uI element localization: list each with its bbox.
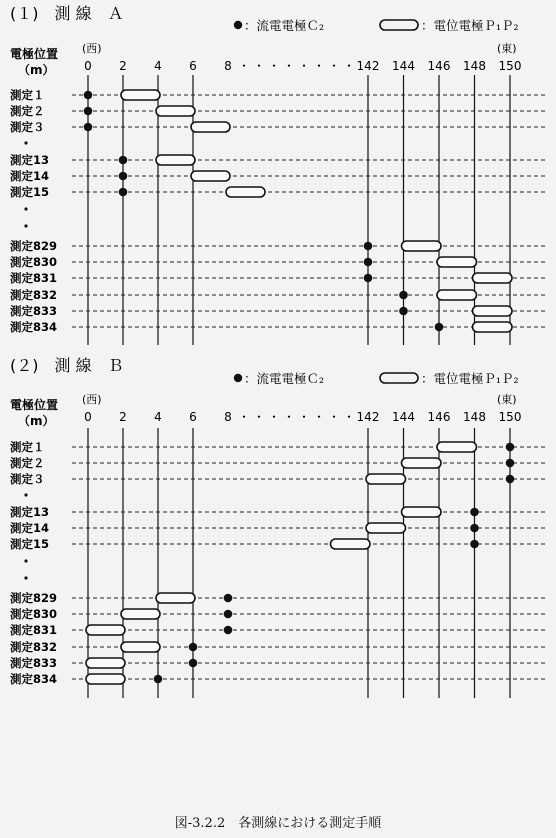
section-1-current-electrode-dot	[84, 123, 93, 132]
section-2-row-label: 測定14	[10, 521, 50, 535]
section-2-legend-capsule	[380, 373, 418, 383]
section-1-current-electrode-dot	[84, 107, 93, 116]
section-2-row-label: 測定831	[10, 623, 58, 637]
section-1-potential-capsule	[156, 155, 195, 165]
section-2-position-label: 電極位置	[10, 398, 59, 412]
section-2-current-electrode-dot	[189, 643, 198, 652]
section-2-title: (２) 測 線 Ｂ	[10, 356, 124, 375]
section-1-title: (１) 測 線 Ａ	[10, 4, 124, 23]
section-2-row-label: 測定２	[10, 456, 45, 470]
section-1-potential-capsule	[473, 306, 513, 316]
section-2-potential-capsule	[86, 674, 125, 684]
section-1-current-electrode-dot	[435, 323, 444, 332]
section-1-row-label: 測定833	[10, 304, 58, 318]
section-1-potential-capsule	[437, 257, 477, 267]
section-1-unit-label: （m）	[18, 63, 55, 77]
section-1-potential-capsule	[226, 187, 265, 197]
section-1-current-electrode-dot	[399, 291, 408, 300]
section-2-current-electrode-dot	[506, 475, 515, 484]
section-2-potential-capsule	[86, 658, 125, 668]
section-2-row-label: 測定１	[10, 440, 45, 454]
section-2-potential-capsule	[121, 609, 160, 619]
section-2-tick-144: 144	[392, 410, 415, 424]
section-2-potential-capsule	[366, 523, 406, 533]
section-1-tick-6: 6	[189, 59, 197, 73]
section-1-potential-capsule	[121, 90, 160, 100]
section-2-row-label: 測定830	[10, 607, 58, 621]
section-1-tick-0: 0	[84, 59, 92, 73]
section-1-row-label: 測定13	[10, 153, 50, 167]
section-2-legend-potential-electrode: ：電位電極Ｐ₁Ｐ₂	[421, 371, 519, 386]
section-2-tick-ellipsis: ・・・・・・・・	[238, 410, 359, 424]
section-1-west-label: (西)	[82, 42, 102, 55]
section-2-potential-capsule	[331, 539, 371, 549]
section-1-potential-capsule	[156, 106, 195, 116]
section-2-legend-dot	[234, 374, 242, 382]
section-2-tick-0: 0	[84, 410, 92, 424]
section-1-potential-capsule	[402, 241, 442, 251]
section-1-potential-capsule	[191, 122, 230, 132]
section-1-tick-2: 2	[119, 59, 127, 73]
section-1-current-electrode-dot	[119, 172, 128, 181]
section-1-potential-capsule	[437, 290, 477, 300]
section-1-tick-142: 142	[356, 59, 380, 73]
section-1-position-label: 電極位置	[10, 47, 59, 61]
section-2-current-electrode-dot	[224, 610, 233, 619]
section-2-east-label: (東)	[497, 393, 517, 406]
section-2-row-label: 測定13	[10, 505, 50, 519]
section-1-current-electrode-dot	[364, 274, 373, 283]
section-1-east-label: (東)	[497, 42, 517, 55]
section-1-legend-dot	[234, 21, 242, 29]
section-1-row-label: 測定14	[10, 169, 50, 183]
section-1-legend-current-electrode: ：流電電極Ｃ₂	[244, 18, 325, 33]
section-1-current-electrode-dot	[119, 188, 128, 197]
section-2-row-label: 測定832	[10, 640, 58, 654]
section-2-tick-2: 2	[119, 410, 127, 424]
section-2-row-ellipsis-dot	[24, 493, 27, 496]
section-1-legend-capsule	[380, 20, 418, 30]
section-1-row-ellipsis-dot	[24, 207, 27, 210]
section-2-current-electrode-dot	[470, 524, 479, 533]
section-2-tick-146: 146	[427, 410, 451, 424]
section-1-row-label: 測定３	[10, 120, 45, 134]
section-2-potential-capsule	[402, 507, 442, 517]
section-1-row-ellipsis-dot	[24, 224, 27, 227]
section-1-row-label: 測定830	[10, 255, 58, 269]
section-1-row-label: 測定831	[10, 271, 58, 285]
section-1-tick-146: 146	[427, 59, 451, 73]
section-1-row-label: 測定832	[10, 288, 58, 302]
section-2-current-electrode-dot	[154, 675, 163, 684]
section-1-row-label: 測定829	[10, 239, 58, 253]
section-1-current-electrode-dot	[364, 258, 373, 267]
section-1-row-label: 測定２	[10, 104, 45, 118]
section-2-row-ellipsis-dot	[24, 576, 27, 579]
section-2-row-label: 測定833	[10, 656, 58, 670]
section-1-row-label: 測定834	[10, 320, 58, 334]
section-2-row-label: 測定834	[10, 672, 58, 686]
section-1-tick-144: 144	[392, 59, 415, 73]
section-2-tick-148: 148	[463, 410, 486, 424]
section-2-row-label: 測定829	[10, 591, 58, 605]
section-1-tick-8: 8	[224, 59, 232, 73]
section-1-tick-4: 4	[154, 59, 162, 73]
section-1-tick-ellipsis: ・・・・・・・・	[238, 59, 359, 73]
section-2-row-label: 測定３	[10, 472, 45, 486]
section-1-row-label: 測定１	[10, 88, 45, 102]
section-2-row-ellipsis-dot	[24, 559, 27, 562]
section-1-potential-capsule	[473, 322, 513, 332]
section-2-current-electrode-dot	[224, 626, 233, 635]
section-2-unit-label: （m）	[18, 414, 55, 428]
section-1-legend-potential-electrode: ：電位電極Ｐ₁Ｐ₂	[421, 18, 519, 33]
section-2-potential-capsule	[156, 593, 195, 603]
section-1-row-label: 測定15	[10, 185, 50, 199]
section-2-tick-6: 6	[189, 410, 197, 424]
section-2-current-electrode-dot	[189, 659, 198, 668]
section-1-current-electrode-dot	[399, 307, 408, 316]
section-2-tick-4: 4	[154, 410, 162, 424]
section-2-current-electrode-dot	[470, 540, 479, 549]
section-2-potential-capsule	[437, 442, 477, 452]
section-2-tick-142: 142	[356, 410, 380, 424]
section-2-potential-capsule	[86, 625, 125, 635]
section-2-potential-capsule	[366, 474, 406, 484]
section-2-row-label: 測定15	[10, 537, 50, 551]
section-1-current-electrode-dot	[364, 242, 373, 251]
section-2-current-electrode-dot	[470, 508, 479, 517]
section-2-current-electrode-dot	[506, 443, 515, 452]
section-2-west-label: (西)	[82, 393, 102, 406]
section-1-tick-148: 148	[463, 59, 486, 73]
section-2-potential-capsule	[402, 458, 442, 468]
section-2-legend-current-electrode: ：流電電極Ｃ₂	[244, 371, 325, 386]
section-1-row-ellipsis-dot	[24, 141, 27, 144]
section-2-tick-8: 8	[224, 410, 232, 424]
section-1-current-electrode-dot	[84, 91, 93, 100]
section-1-tick-150: 150	[498, 59, 522, 73]
section-2-potential-capsule	[121, 642, 160, 652]
section-1-potential-capsule	[473, 273, 513, 283]
section-2-current-electrode-dot	[224, 594, 233, 603]
section-1-current-electrode-dot	[119, 156, 128, 165]
figure-caption: 図-3.2.2 各測線における測定手順	[174, 816, 382, 831]
section-2-current-electrode-dot	[506, 459, 515, 468]
section-2-tick-150: 150	[498, 410, 522, 424]
section-1-potential-capsule	[191, 171, 230, 181]
